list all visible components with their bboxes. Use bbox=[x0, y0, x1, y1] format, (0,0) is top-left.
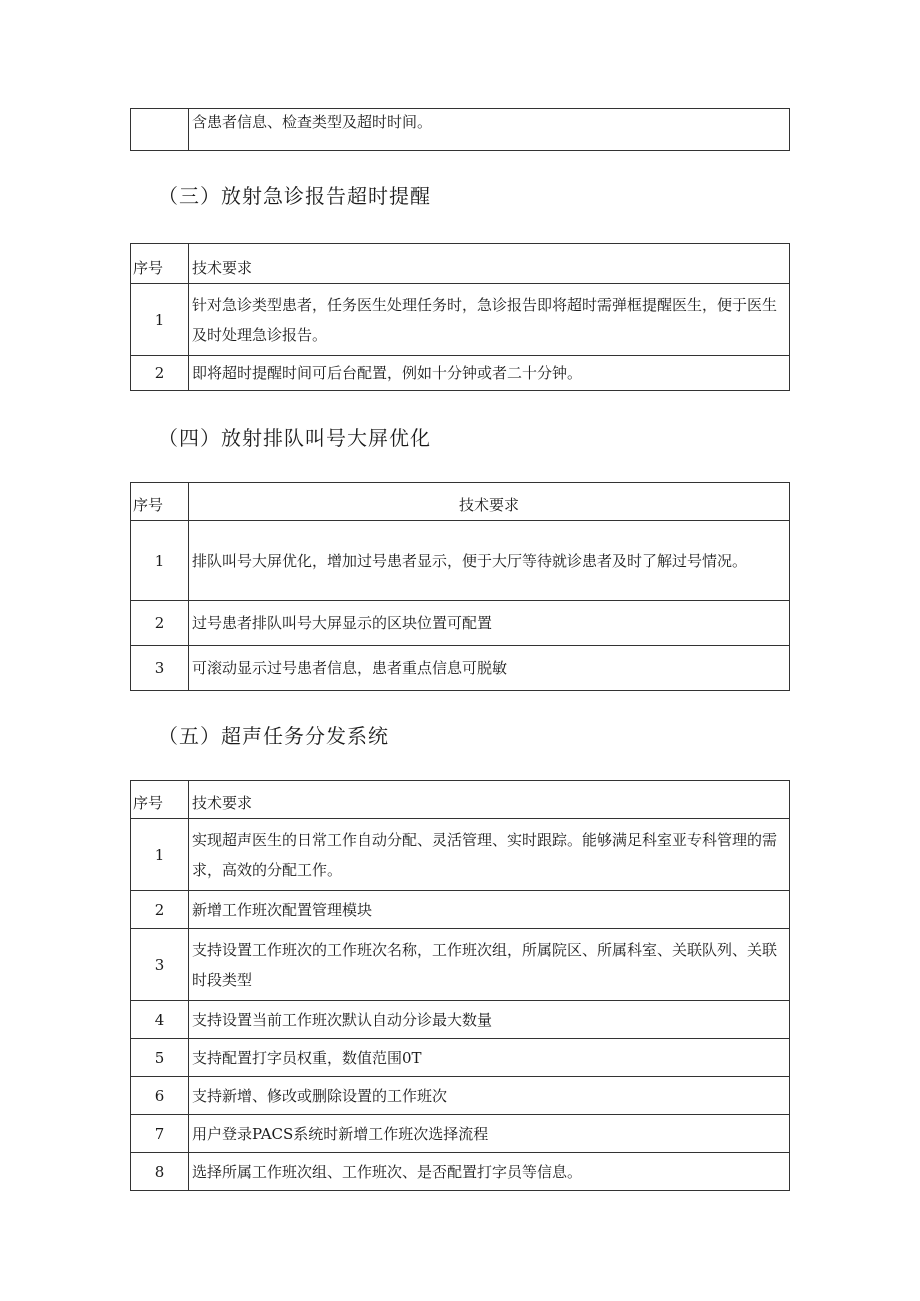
row-text: 用户登录PACS系统时新增工作班次选择流程 bbox=[189, 1115, 790, 1153]
table-row bbox=[131, 109, 790, 151]
row-text: 支持新增、修改或删除设置的工作班次 bbox=[189, 1077, 790, 1115]
table-header-row bbox=[131, 483, 790, 521]
section4-title: （四）放射排队叫号大屏优化 bbox=[158, 426, 431, 450]
header-text: 技术要求 bbox=[189, 781, 790, 819]
row-number: 1 bbox=[131, 284, 189, 356]
row-text: 可滚动显示过号患者信息，患者重点信息可脱敏 bbox=[189, 646, 790, 691]
row-number: 2 bbox=[131, 601, 189, 646]
row-number bbox=[131, 109, 189, 151]
row-number: 5 bbox=[131, 1039, 189, 1077]
table-header-row bbox=[131, 244, 790, 284]
row-text: 即将超时提醒时间可后台配置，例如十分钟或者二十分钟。 bbox=[189, 356, 790, 391]
header-number: 序号 bbox=[131, 781, 189, 819]
table-row bbox=[131, 891, 790, 929]
row-text: 含患者信息、检查类型及超时时间。 bbox=[189, 109, 790, 151]
row-text: 过号患者排队叫号大屏显示的区块位置可配置 bbox=[189, 601, 790, 646]
section3-table bbox=[130, 243, 790, 391]
table-row bbox=[131, 929, 790, 1001]
row-text: 选择所属工作班次组、工作班次、是否配置打字员等信息。 bbox=[189, 1153, 790, 1191]
table-row bbox=[131, 1039, 790, 1077]
row-number: 2 bbox=[131, 356, 189, 391]
table-row bbox=[131, 1001, 790, 1039]
row-number: 4 bbox=[131, 1001, 189, 1039]
section3-title: （三）放射急诊报告超时提醒 bbox=[158, 184, 431, 208]
section5-title: （五）超声任务分发系统 bbox=[158, 724, 389, 748]
table-row bbox=[131, 356, 790, 391]
row-text: 支持设置工作班次的工作班次名称，工作班次组，所属院区、所属科室、关联队列、关联时段类型 bbox=[189, 929, 790, 1001]
row-number: 3 bbox=[131, 929, 189, 1001]
table-row bbox=[131, 1077, 790, 1115]
header-text: 技术要求 bbox=[189, 483, 790, 521]
table-row bbox=[131, 1153, 790, 1191]
header-text: 技术要求 bbox=[189, 244, 790, 284]
table-header-row bbox=[131, 781, 790, 819]
top-table bbox=[130, 108, 790, 151]
section4-table bbox=[130, 482, 790, 691]
row-text: 新增工作班次配置管理模块 bbox=[189, 891, 790, 929]
table-row bbox=[131, 521, 790, 601]
row-text: 支持配置打字员权重，数值范围0T bbox=[189, 1039, 790, 1077]
row-number: 2 bbox=[131, 891, 189, 929]
header-number: 序号 bbox=[131, 244, 189, 284]
table-row bbox=[131, 1115, 790, 1153]
section5-table bbox=[130, 780, 790, 1191]
table-row bbox=[131, 819, 790, 891]
table-row bbox=[131, 601, 790, 646]
row-number: 7 bbox=[131, 1115, 189, 1153]
table-row bbox=[131, 284, 790, 356]
row-number: 1 bbox=[131, 819, 189, 891]
row-number: 6 bbox=[131, 1077, 189, 1115]
header-number: 序号 bbox=[131, 483, 189, 521]
row-text: 实现超声医生的日常工作自动分配、灵活管理、实时跟踪。能够满足科室亚专科管理的需求，高效的分配工作。 bbox=[189, 819, 790, 891]
row-number: 8 bbox=[131, 1153, 189, 1191]
row-number: 1 bbox=[131, 521, 189, 601]
row-text: 支持设置当前工作班次默认自动分诊最大数量 bbox=[189, 1001, 790, 1039]
row-text: 排队叫号大屏优化，增加过号患者显示，便于大厅等待就诊患者及时了解过号情况。 bbox=[189, 521, 790, 601]
row-number: 3 bbox=[131, 646, 189, 691]
row-text: 针对急诊类型患者，任务医生处理任务时，急诊报告即将超时需弹框提醒医生，便于医生及时处理急诊报告。 bbox=[189, 284, 790, 356]
table-row bbox=[131, 646, 790, 691]
